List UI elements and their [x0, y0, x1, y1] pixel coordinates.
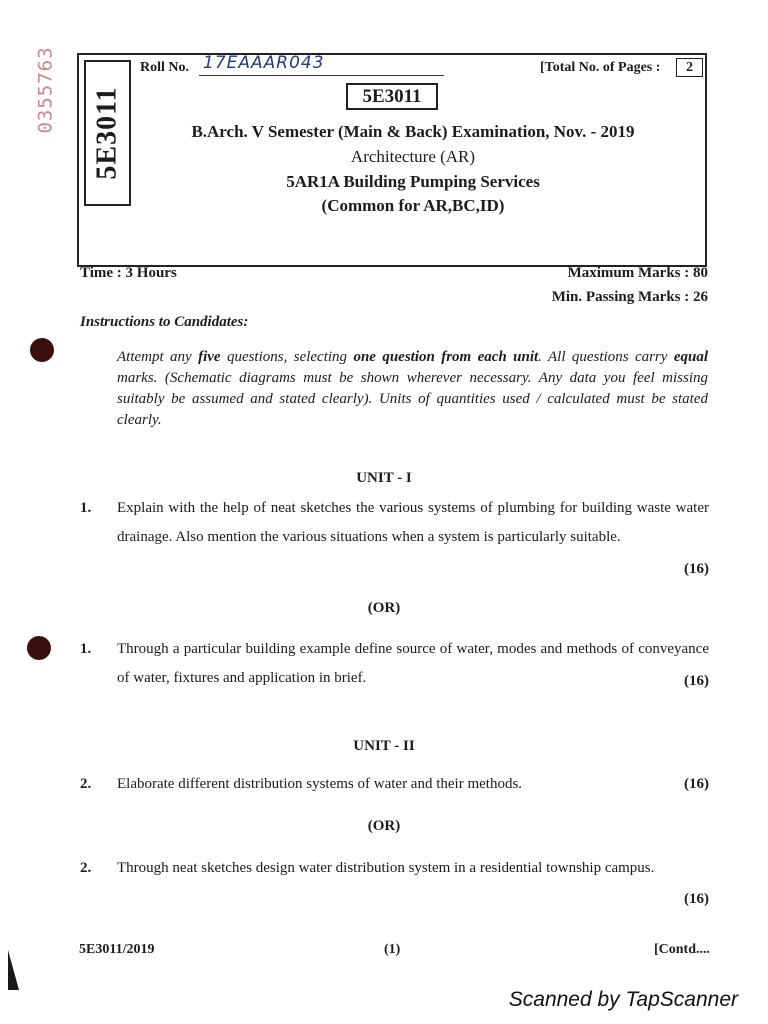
- question-number: 2.: [80, 860, 92, 876]
- punch-hole: [30, 338, 54, 362]
- question-text: Through neat sketches design water distribution system in a residential township campus.: [117, 860, 655, 876]
- question-number: 1.: [80, 641, 92, 657]
- footer-paper-code: 5E3011/2019: [79, 942, 155, 957]
- paper-code-vertical-box: [84, 60, 131, 206]
- roll-no-label: Roll No.: [140, 60, 189, 75]
- or-separator: (OR): [367, 600, 401, 616]
- instructions-text: [117, 347, 708, 431]
- question-number: 1.: [80, 500, 92, 516]
- question-number: 2.: [80, 776, 92, 792]
- subject-title: 5AR1A Building Pumping Services: [286, 172, 540, 191]
- min-passing-marks: Min. Passing Marks : 26: [551, 289, 708, 305]
- exam-title: B.Arch. V Semester (Main & Back) Examination, Nov. - 2019: [191, 122, 635, 141]
- instructions-part: marks. (Schematic diagrams must be shown wherever necessary. Any data you feel missing suitably be assumed and stated clearly). Units of quantities used / calculated must be stated clearly.: [117, 370, 708, 428]
- question-marks: (16): [684, 891, 709, 907]
- total-pages-value: 2: [676, 58, 703, 77]
- time-allowed: Time : 3 Hours: [80, 265, 177, 281]
- unit-heading: UNIT - II: [353, 738, 415, 754]
- footer-page-number: (1): [384, 942, 401, 957]
- question-text: Through a particular building example define source of water, modes and methods of conveyance of water, fixtures and application in brief.: [117, 641, 709, 686]
- instructions-emphasis: equal: [673, 349, 708, 365]
- paper-code: 5E3011: [346, 83, 438, 110]
- paper-code-vertical: 5E3011: [91, 86, 123, 180]
- instructions-part: questions, selecting: [220, 349, 354, 365]
- question-text: Explain with the help of neat sketches the various systems of plumbing for building waste water drainage. Also mention the various situations when a system is particularly suitable.: [117, 500, 709, 545]
- maximum-marks: Maximum Marks : 80: [567, 265, 708, 281]
- common-for: (Common for AR,BC,ID): [321, 196, 505, 215]
- unit-heading: UNIT - I: [356, 470, 412, 486]
- or-separator: (OR): [367, 818, 401, 834]
- question-text: Elaborate different distribution systems of water and their methods.: [117, 776, 523, 792]
- scanner-watermark: Scanned by TapScanner: [508, 988, 738, 1011]
- question-marks: (16): [684, 776, 709, 792]
- question-marks: (16): [684, 673, 709, 689]
- serial-number: [34, 40, 58, 140]
- question-marks: (16): [684, 561, 709, 577]
- scan-edge-mark: [8, 950, 19, 990]
- serial-number-text: 0355763: [35, 46, 58, 134]
- roll-no-line: [199, 75, 444, 76]
- instructions-emphasis: one question from each unit: [353, 349, 539, 365]
- branch-title: Architecture (AR): [350, 147, 476, 166]
- instructions-part: Attempt any: [117, 349, 199, 365]
- footer-continued: [Contd....: [653, 942, 710, 957]
- total-pages-label: [Total No. of Pages :: [540, 60, 661, 75]
- instructions-part: . All questions carry: [538, 349, 674, 365]
- instructions-title: Instructions to Candidates:: [80, 314, 249, 330]
- roll-no-value: 17EAAAR043: [203, 53, 325, 73]
- instructions-emphasis: five: [198, 349, 221, 365]
- punch-hole: [27, 636, 51, 660]
